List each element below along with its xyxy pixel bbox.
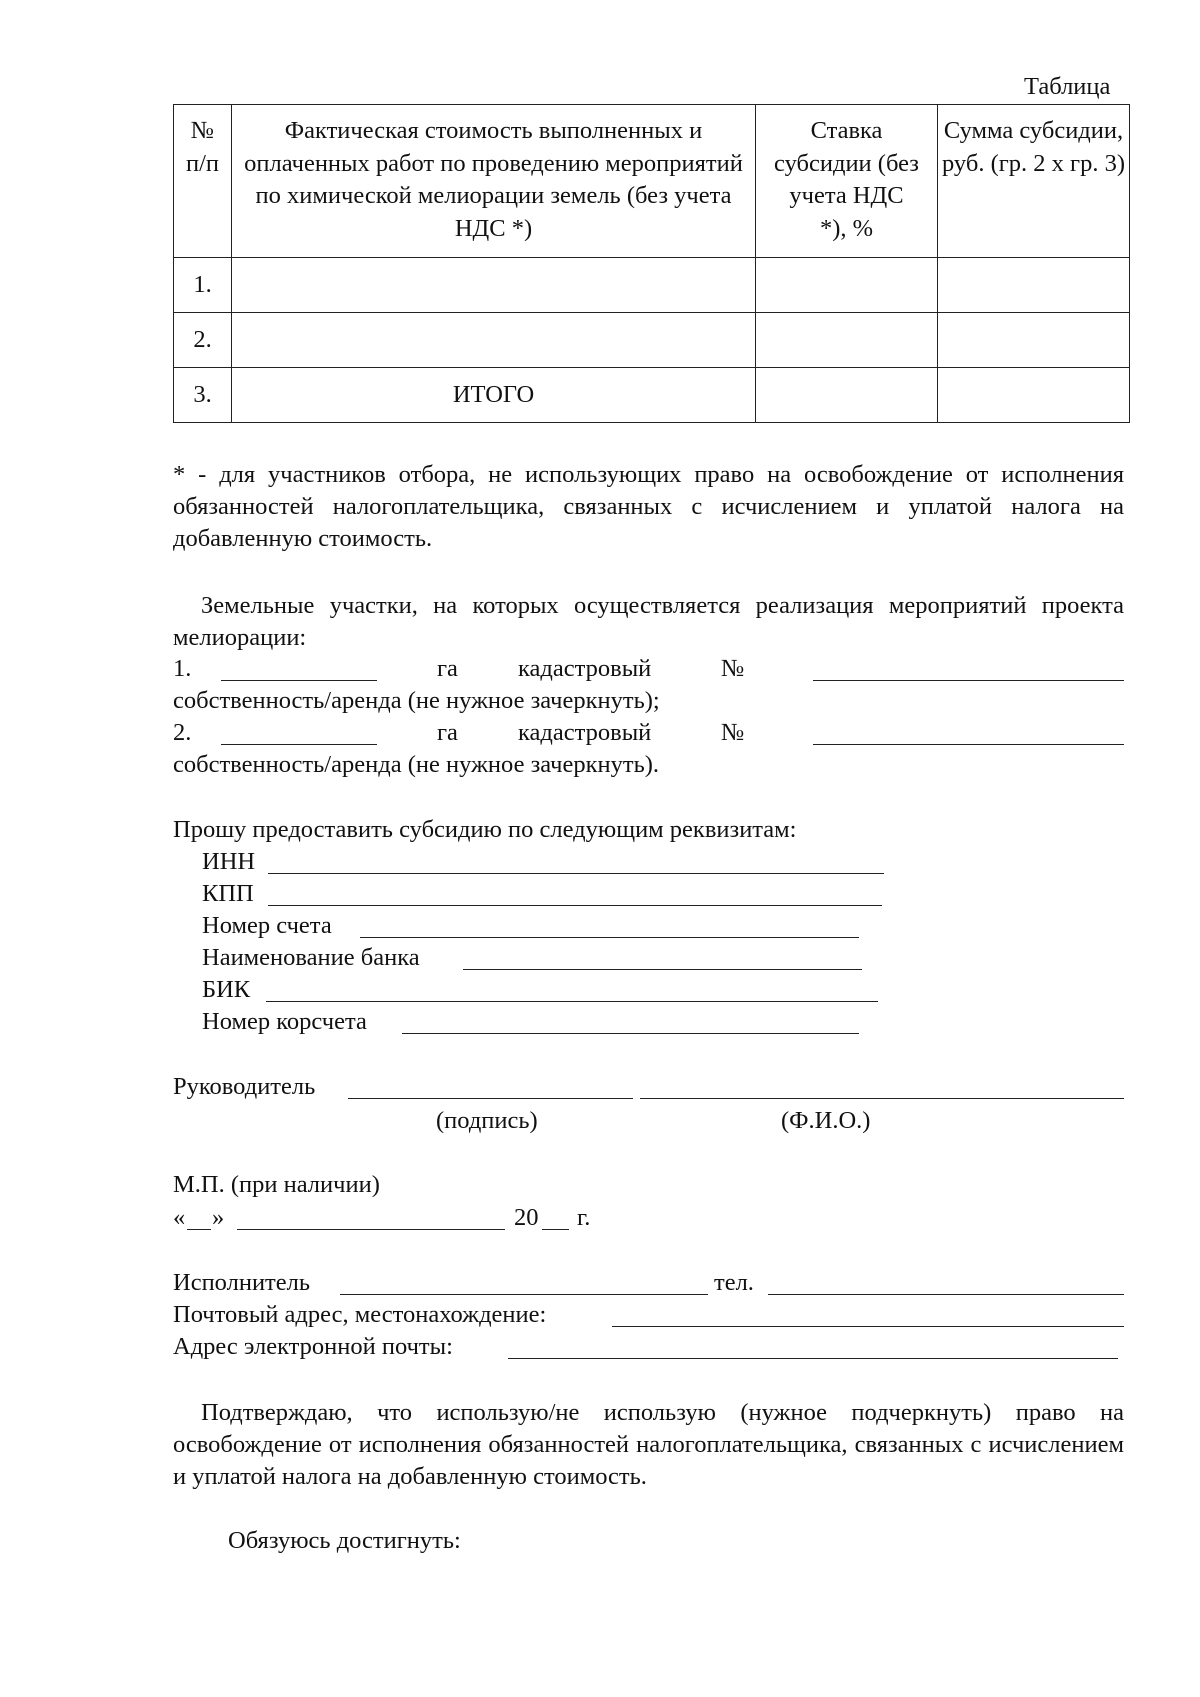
row-rate-cell[interactable]	[756, 313, 938, 368]
table-caption: Таблица	[1024, 73, 1111, 100]
header-rate: Ставка субсидии (без учета НДС *), %	[756, 105, 938, 258]
header-sum: Сумма субсидии, руб. (гр. 2 x гр. 3)	[938, 105, 1130, 258]
account-number-field[interactable]	[360, 937, 859, 938]
postal-address-label: Почтовый адрес, местонахождение:	[173, 1301, 547, 1328]
land-item-number: 1.	[173, 655, 192, 682]
row-sum-cell[interactable]	[938, 313, 1130, 368]
row-sum-cell[interactable]	[938, 368, 1130, 423]
name-caption: (Ф.И.О.)	[781, 1107, 871, 1134]
email-field[interactable]	[508, 1358, 1118, 1359]
land-item-2	[173, 718, 1124, 750]
date-close-quote: »	[212, 1204, 225, 1231]
year-suffix: г.	[577, 1204, 591, 1231]
row-sum-cell[interactable]	[938, 258, 1130, 313]
date-month-field[interactable]	[237, 1229, 505, 1230]
confirm-paragraph: Подтверждаю, что использую/не использую (нужное подчеркнуть) право на освобождение от исполнения обязанностей налогоплательщика, связанных с исчислением и уплатой налога на добавленную стоимость.	[173, 1399, 1124, 1490]
land-item-1	[173, 654, 1124, 686]
postal-address-field[interactable]	[612, 1326, 1124, 1327]
signature-caption: (подпись)	[436, 1107, 538, 1134]
row-total-label: ИТОГО	[232, 368, 756, 423]
land-area-unit: га	[437, 719, 458, 746]
year-prefix: 20	[514, 1204, 539, 1231]
header-cost: Фактическая стоимость выполненных и оплаченных работ по проведению мероприятий по химической мелиорации земель (без учета НДС *)	[232, 105, 756, 258]
phone-field[interactable]	[768, 1294, 1124, 1295]
land-area-field[interactable]	[221, 744, 377, 745]
bik-label: БИК	[202, 976, 251, 1003]
row-number: 3.	[174, 368, 232, 423]
executor-label: Исполнитель	[173, 1269, 311, 1296]
head-name-field[interactable]	[640, 1098, 1124, 1099]
row-rate-cell[interactable]	[756, 368, 938, 423]
bank-name-field[interactable]	[463, 969, 862, 970]
land-ownership-1: собственность/аренда (не нужное зачеркнуть);	[173, 687, 660, 714]
bank-name-label: Наименование банка	[202, 944, 420, 971]
land-intro: Земельные участки, на которых осуществляется реализация мероприятий проекта мелиорации:	[173, 592, 1124, 651]
land-cadastral-label: кадастровый	[518, 655, 652, 682]
land-area-field[interactable]	[221, 680, 377, 681]
row-rate-cell[interactable]	[756, 258, 938, 313]
land-number-sign: №	[721, 655, 745, 682]
row-cost-cell[interactable]	[232, 258, 756, 313]
corr-account-field[interactable]	[402, 1033, 859, 1034]
commit-line: Обязуюсь достигнуть:	[228, 1527, 461, 1554]
subsidy-table	[173, 104, 1130, 423]
land-ownership-2: собственность/аренда (не нужное зачеркнуть).	[173, 751, 660, 778]
land-cadastral-label: кадастровый	[518, 719, 652, 746]
head-label: Руководитель	[173, 1073, 316, 1100]
date-day-field[interactable]	[187, 1229, 211, 1230]
table-header-row	[174, 105, 1130, 258]
executor-field[interactable]	[340, 1294, 708, 1295]
phone-label: тел.	[714, 1269, 754, 1296]
head-signature-field[interactable]	[348, 1098, 633, 1099]
land-number-sign: №	[721, 719, 745, 746]
row-number: 2.	[174, 313, 232, 368]
row-cost-cell[interactable]	[232, 313, 756, 368]
land-cadastral-field[interactable]	[813, 680, 1124, 681]
row-number: 1.	[174, 258, 232, 313]
inn-field[interactable]	[268, 873, 884, 874]
date-open-quote: «	[173, 1204, 186, 1231]
bik-field[interactable]	[266, 1001, 878, 1002]
header-number: № п/п	[174, 105, 232, 258]
stamp-label: М.П. (при наличии)	[173, 1171, 380, 1198]
footnote: * - для участников отбора, не использующих право на освобождение от исполнения обязанностей налогоплательщика, связанных с исчислением и уплатой налога на добавленную стоимость.	[173, 461, 1124, 552]
email-label: Адрес электронной почты:	[173, 1333, 453, 1360]
table-row	[174, 258, 1130, 313]
corr-account-label: Номер корсчета	[202, 1008, 367, 1035]
table-row-total	[174, 368, 1130, 423]
year-field[interactable]	[542, 1229, 569, 1230]
land-cadastral-field[interactable]	[813, 744, 1124, 745]
requisites-intro: Прошу предоставить субсидию по следующим реквизитам:	[173, 816, 797, 843]
land-area-unit: га	[437, 655, 458, 682]
inn-label: ИНН	[202, 848, 256, 875]
kpp-field[interactable]	[268, 905, 882, 906]
table-row	[174, 313, 1130, 368]
kpp-label: КПП	[202, 880, 254, 907]
land-item-number: 2.	[173, 719, 192, 746]
date-row	[173, 1203, 1124, 1235]
account-number-label: Номер счета	[202, 912, 332, 939]
